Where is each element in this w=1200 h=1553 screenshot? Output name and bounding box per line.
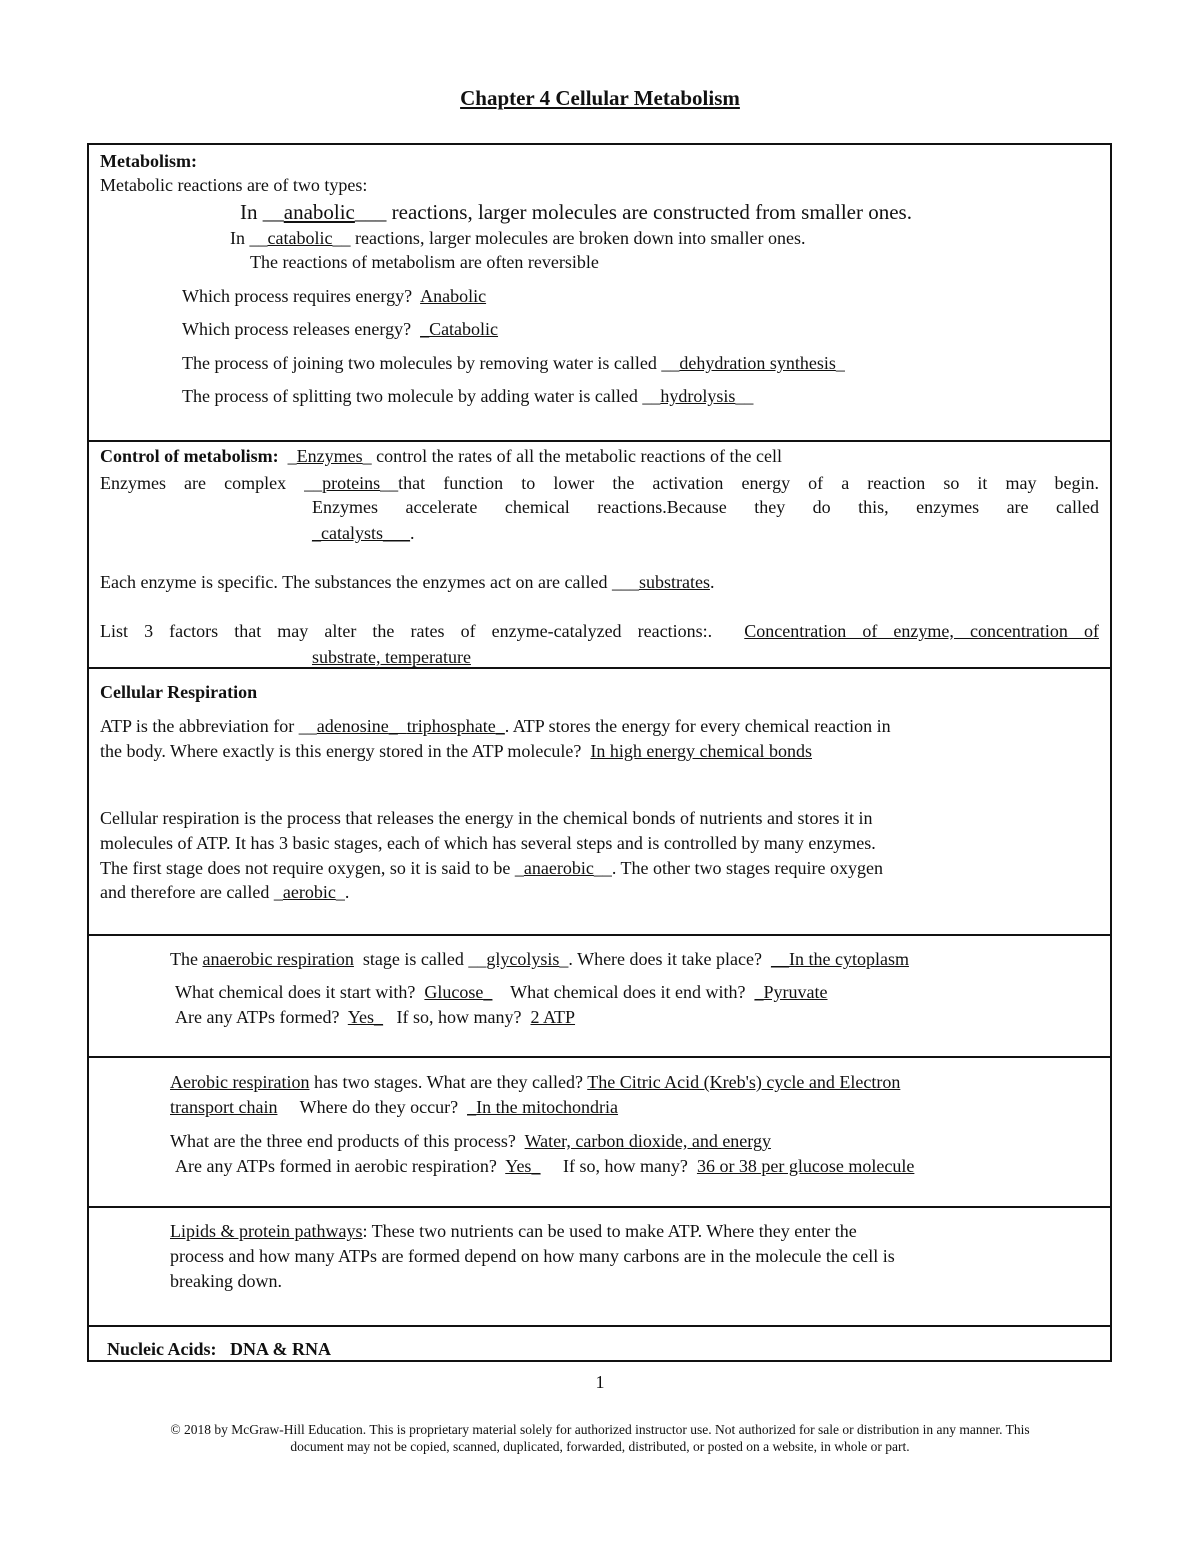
footer-line-1: © 2018 by McGraw-Hill Education. This is proprietary material solely for authorized instructor use. Not authorized for sale or distribution in any manner. This: [170, 1422, 1030, 1437]
section-divider: [89, 440, 1110, 442]
worksheet-table: [87, 143, 1112, 1362]
specific-line: Each enzyme is specific. The substances the enzymes act on are called ___substrates.: [100, 572, 715, 592]
glycolysis-start-end: What chemical does it start with? Glucose_ What chemical does it end with? _Pyruvate: [175, 982, 828, 1002]
section-divider: [89, 1206, 1110, 1208]
copyright-footer: [80, 1421, 1120, 1455]
aerobic-line: Aerobic respiration has two stages. What are they called? The Citric Acid (Kreb's) cycle and Electron: [170, 1072, 901, 1092]
question-requires-energy: Which process requires energy? Anabolic: [182, 286, 487, 306]
requires-energy-answer: Anabolic: [420, 286, 487, 306]
glycolysis-count-answer: 2 ATP: [530, 1007, 576, 1027]
lipids-line-2: process and how many ATPs are formed depend on how many carbons are in the molecule the cell is: [170, 1246, 895, 1266]
catalysts-line: _catalysts___.: [312, 523, 415, 543]
glycolysis-line: The anaerobic respiration stage is called __glycolysis_. Where does it take place? __In the cytoplasm: [170, 949, 909, 969]
anabolic-answer: anabolic: [283, 200, 355, 224]
atp-storage-line: the body. Where exactly is this energy stored in the ATP molecule? In high energy chemical bonds: [100, 741, 812, 761]
factors-line-2: [312, 645, 471, 669]
nucleic-value: DNA & RNA: [230, 1339, 331, 1359]
glycolysis-answer: glycolysis: [486, 949, 560, 969]
products-answer: Water, carbon dioxide, and energy: [524, 1131, 771, 1151]
section-divider: [89, 934, 1110, 936]
releases-energy-answer: _Catabolic: [420, 319, 499, 339]
control-heading: Control of metabolism:: [100, 446, 279, 466]
respiration-para-2: molecules of ATP. It has 3 basic stages, each of which has several steps and is controlled by many enzymes.: [100, 833, 876, 853]
page-title: Chapter 4 Cellular Metabolism: [460, 86, 740, 110]
section-divider: [89, 667, 1110, 669]
glycolysis-atp: Are any ATPs formed? Yes_ If so, how many? 2 ATP: [175, 1007, 576, 1027]
factors-answer-2: substrate, temperature: [312, 647, 471, 667]
metabolism-intro: Metabolic reactions are of two types:: [100, 175, 368, 195]
aerobic-line-2: transport chain Where do they occur? _In the mitochondria: [170, 1097, 619, 1117]
pyruvate-answer: _Pyruvate: [754, 982, 828, 1002]
respiration-heading: Cellular Respiration: [100, 682, 258, 702]
proteins-answer: proteins: [322, 473, 381, 493]
question-releases-energy: Which process releases energy? _Catabolic: [182, 319, 499, 339]
cytoplasm-answer: __In the cytoplasm: [770, 949, 909, 969]
adenosine-answer: adenosine: [316, 716, 389, 736]
stages-answer-1: The Citric Acid (Kreb's) cycle and Electron: [587, 1072, 901, 1092]
control-line: Control of metabolism: _Enzymes_ control the rates of all the metabolic reactions of the cell: [100, 446, 782, 466]
respiration-para-3: The first stage does not require oxygen, so it is said to be _anaerobic__. The other two stages require oxygen: [100, 858, 883, 878]
glucose-answer: Glucose_: [424, 982, 493, 1002]
nucleic-label: Nucleic Acids:: [107, 1339, 217, 1359]
nucleic-line: [107, 1337, 331, 1361]
anaerobic-respiration-label: anaerobic respiration: [202, 949, 354, 969]
aerobic-atp-line: Are any ATPs formed in aerobic respiration? Yes_ If so, how many? 36 or 38 per glucose molecule: [175, 1156, 915, 1176]
enzymes-accelerate-line: Enzymes accelerate chemical reactions.Because they do this, enzymes are called: [312, 497, 1099, 517]
substrates-answer: substrates: [638, 572, 710, 592]
catabolic-answer: catabolic: [267, 228, 333, 248]
catalysts-answer: _catalysts___: [312, 523, 410, 543]
catabolic-line: In __catabolic__ reactions, larger molecules are broken down into smaller ones.: [230, 228, 806, 248]
glycolysis-atp-answer: Yes_: [347, 1007, 384, 1027]
page-number: 1: [595, 1372, 605, 1392]
products-line: What are the three end products of this process? Water, carbon dioxide, and energy: [170, 1131, 771, 1151]
question-hydrolysis: The process of splitting two molecule by adding water is called __hydrolysis__: [182, 386, 754, 406]
mitochondria-answer: _In the mitochondria: [467, 1097, 619, 1117]
section-divider: [89, 1056, 1110, 1058]
reversible-note: The reactions of metabolism are often reversible: [250, 252, 599, 272]
factors-line: List 3 factors that may alter the rates of enzyme-catalyzed reactions:. Concentration of enzyme, concentration of: [100, 621, 1099, 641]
aerobic-answer: aerobic: [282, 882, 336, 902]
atp-line: ATP is the abbreviation for __adenosine_ triphosphate_. ATP stores the energy for every chemical reaction in: [100, 716, 891, 736]
aerobic-respiration-label: Aerobic respiration: [170, 1072, 310, 1092]
metabolism-heading: Metabolism:: [100, 151, 197, 171]
aerobic-atp-answer: Yes_: [505, 1156, 541, 1176]
question-dehydration: The process of joining two molecules by removing water is called __dehydration synthesis_: [182, 353, 845, 373]
anabolic-line: In __anabolic___ reactions, larger molecules are constructed from smaller ones.: [240, 200, 912, 224]
respiration-para-1: Cellular respiration is the process that releases the energy in the chemical bonds of nutrients and stores it in: [100, 808, 873, 828]
enzymes-complex-line: Enzymes are complex __proteins__that function to lower the activation energy of a reaction so it may begin.: [100, 473, 1099, 493]
respiration-para-4: and therefore are called _aerobic_.: [100, 882, 350, 902]
anaerobic-answer: anaerobic: [523, 858, 594, 878]
dehydration-answer: dehydration synthesis: [679, 353, 836, 373]
section-divider: [89, 1325, 1110, 1327]
lipids-line-3: breaking down.: [170, 1271, 282, 1291]
aerobic-count-answer: 36 or 38 per glucose molecule: [696, 1156, 915, 1176]
enzymes-answer: Enzymes: [296, 446, 363, 466]
atp-storage-answer: In high energy chemical bonds: [590, 741, 812, 761]
lipids-line-1: Lipids & protein pathways: These two nutrients can be used to make ATP. Where they enter the: [170, 1221, 857, 1241]
stages-answer-2: transport chain: [170, 1097, 278, 1117]
factors-answer-1: Concentration of enzyme, concentration of: [744, 621, 1099, 641]
hydrolysis-answer: hydrolysis: [660, 386, 736, 406]
lipids-label: Lipids & protein pathways: [170, 1221, 363, 1241]
footer-line-2: document may not be copied, scanned, duplicated, forwarded, distributed, or posted on a website, in whole or part.: [290, 1439, 910, 1454]
triphosphate-answer: triphosphate: [406, 716, 496, 736]
